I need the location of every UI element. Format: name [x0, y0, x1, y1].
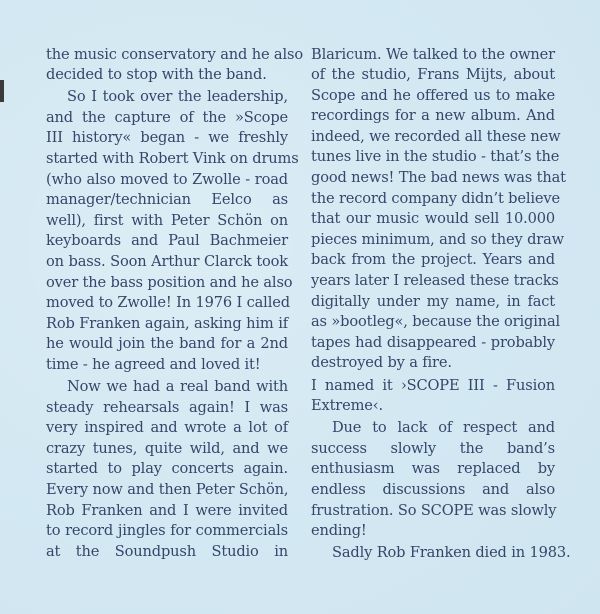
text-line: that our music would sell 10.000 [311, 210, 555, 228]
text-line: Rob Franken again, asking him if [46, 314, 288, 332]
text-line: to record jingles for commercials [46, 522, 288, 540]
text-line: frustration. So SCOPE was slowly [311, 501, 557, 519]
text-line: as »bootleg«, because the original [311, 313, 561, 331]
text-line: Due to lack of respect and [332, 419, 555, 437]
text-line: pieces minimum, and so they draw [311, 230, 564, 248]
text-line: Every now and then Peter Schön, [46, 480, 289, 498]
text-line: started with Robert Vink on drums [46, 149, 299, 167]
text-line: at the Soundpush Studio in [46, 542, 288, 560]
text-line: moved to Zwolle! In 1976 I called [46, 294, 290, 312]
paragraph [311, 543, 571, 564]
text-line: So I took over the leadership, [67, 88, 288, 106]
text-line: success slowly the band’s [311, 439, 555, 457]
text-line: keyboards and Paul Bachmeier [46, 232, 288, 250]
text-line: he would join the band for a 2nd [46, 335, 288, 353]
text-line: on bass. Soon Arthur Clarck took [46, 252, 288, 270]
text-line: Blaricum. We talked to the owner [311, 45, 555, 63]
text-line: started to play concerts again. [46, 460, 288, 478]
text-line: I named it ›SCOPE III - Fusion [311, 376, 555, 394]
paragraph [46, 45, 303, 86]
text-line: Extreme‹. [311, 397, 383, 415]
paragraph [311, 376, 555, 417]
text-line: time - he agreed and loved it! [46, 355, 261, 373]
text-line: years later I released these tracks [311, 272, 559, 290]
scan-edge-mark [0, 80, 4, 102]
text-line: steady rehearsals again! I was [46, 398, 288, 416]
text-line: very inspired and wrote a lot of [46, 419, 288, 437]
text-line: destroyed by a fire. [311, 354, 452, 372]
text-line: tunes live in the studio - that’s the [311, 148, 560, 166]
paragraph [46, 87, 299, 375]
text-line: tapes had disappeared - probably [311, 333, 555, 351]
text-line: good news! The bad news was that [311, 169, 566, 187]
text-line: over the bass position and he also [46, 273, 293, 291]
text-line: manager/technician Eelco as [46, 191, 288, 209]
text-line: Rob Franken and I were invited [46, 501, 288, 519]
text-line: Sadly Rob Franken died in 1983. [332, 544, 571, 562]
text-line: endless discussions and also [311, 480, 555, 498]
text-line: decided to stop with the band. [46, 66, 267, 84]
text-line: (who also moved to Zwolle - road [46, 170, 288, 188]
text-line: back from the project. Years and [311, 251, 555, 269]
paragraph [311, 45, 566, 375]
text-line: Now we had a real band with [67, 378, 288, 395]
text-line: the music conservatory and he also [46, 45, 303, 63]
paragraph [46, 377, 288, 562]
text-line: the record company didn’t believe [311, 189, 560, 207]
left-column [46, 43, 303, 562]
right-column [311, 43, 571, 564]
text-line: and the capture of the »Scope [46, 108, 288, 126]
text-line: of the studio, Frans Mijts, about [311, 66, 555, 84]
text-line: ending! [311, 522, 367, 540]
text-line: III history« began - we freshly [46, 129, 288, 147]
text-line: digitally under my name, in fact [311, 292, 555, 310]
text-line: enthusiasm was replaced by [311, 460, 555, 478]
text-line: crazy tunes, quite wild, and we [46, 439, 288, 457]
text-line: recordings for a new album. And [311, 107, 555, 125]
text-line: Scope and he offered us to make [311, 86, 555, 104]
text-line: indeed, we recorded all these new [311, 127, 561, 145]
paragraph [311, 418, 555, 542]
text-line: well), first with Peter Schön on [46, 211, 288, 229]
